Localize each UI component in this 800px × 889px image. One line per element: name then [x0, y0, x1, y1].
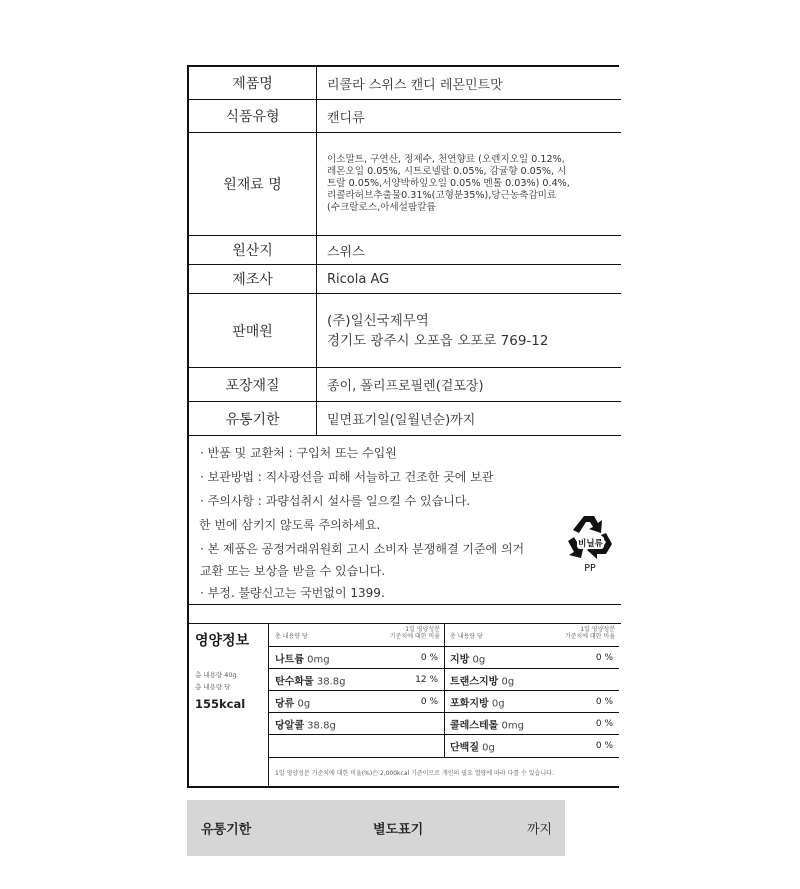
nutrition-summary [189, 624, 269, 788]
row-ingredients [189, 133, 621, 236]
food-type-label: 식품유형 [189, 100, 317, 132]
nutrient-fat: 지방 0g 0 % [444, 647, 619, 669]
ingredients-line: 트랄 0.05%,서양박하잎오일 0.05% 멘톨 0.03%) 0.4%, [327, 178, 570, 189]
seller-address: 경기도 광주시 오포읍 오포로 769-12 [327, 332, 549, 349]
packaging-label: 포장재질 [189, 368, 317, 401]
origin-label: 원산지 [189, 236, 317, 264]
nutrient-empty [269, 735, 444, 758]
recycle-label: 비닐류 [578, 539, 603, 549]
column-divider [444, 624, 445, 758]
row-manufacturer [189, 265, 621, 294]
manufacturer-label: 제조사 [189, 265, 317, 293]
nutrient-sugar-alcohol: 당알콜 38.8g [269, 713, 444, 735]
seller-label: 판매원 [189, 294, 317, 367]
ingredients-line: (수크랄로스,아세설팜칼륨 [327, 202, 436, 213]
ingredients-line: 이소말트, 구연산, 정제수, 천연향료 (오렌지오일 0.12%, [327, 154, 565, 165]
product-name-label: 제품명 [189, 67, 317, 99]
nutrient-trans-fat: 트랜스지방 0g [444, 669, 619, 691]
seller-value [327, 294, 617, 367]
calories: 155kcal [195, 697, 246, 711]
nutrient-percent: 12 % [415, 674, 438, 685]
per-serving: 총 내용량 당 [195, 683, 231, 691]
food-type-value: 캔디류 [327, 110, 365, 126]
product-info-table [187, 65, 619, 788]
expiry-bar [187, 800, 565, 856]
ingredients-label: 원재료 명 [189, 133, 317, 235]
origin-value: 스위스 [327, 244, 365, 260]
nutrient-percent: 0 % [420, 652, 438, 663]
row-food-type [189, 100, 621, 133]
nutrient-percent: 0 % [595, 652, 613, 663]
nutrition-header-right [444, 624, 619, 647]
expiry-value: 밑면표기일(일월년순)까지 [327, 413, 476, 428]
nutrition-header-left [269, 624, 444, 647]
note-line: · 반품 및 교환처 : 구입처 또는 수입원 [200, 446, 397, 460]
nutrient-carbohydrate: 탄수화물 38.8g 12 % [269, 669, 444, 691]
note-line: · 본 제품은 공정거래위원회 고시 소비자 분쟁해결 기준에 의거 [200, 542, 525, 556]
note-line: · 부정. 불량신고는 국번없이 1399. [200, 586, 385, 600]
nutrient-percent: 0 % [595, 718, 613, 729]
col-header-percent: 1일 영양성분 기준치에 대한 비율 [564, 626, 615, 640]
col-header-percent: 1일 영양성분 기준치에 대한 비율 [389, 626, 440, 640]
col-header-label: 총 내용량 당 [275, 633, 308, 640]
row-product-name [189, 67, 621, 100]
ingredients-line: 레몬오일 0.05%, 시트로넬랄 0.05%, 감귤향 0.05%, 시 [327, 166, 567, 177]
recycle-code: PP [584, 563, 596, 574]
note-line: 한 번에 삼키지 않도록 주의하세요. [199, 518, 381, 532]
col-header-label: 총 내용량 당 [450, 633, 483, 640]
product-name-value: 리콜라 스위스 캔디 레몬민트맛 [327, 77, 503, 93]
nutrient-sugars: 당류 0g 0 % [269, 691, 444, 713]
nutrition-section [189, 624, 619, 788]
expiry-label: 유통기한 [189, 402, 317, 435]
row-seller [189, 294, 621, 368]
expiry-bar-value: 별도표기 [373, 822, 424, 838]
recycle-mark [564, 514, 616, 574]
nutrient-protein: 단백질 0g 0 % [444, 735, 619, 758]
seller-name: (주)일신국제무역 [327, 312, 429, 329]
nutrition-title: 영양정보 [195, 633, 250, 649]
nutrient-cholesterol: 콜레스테롤 0mg 0 % [444, 713, 619, 735]
spacer-row [189, 605, 621, 624]
nutrient-percent: 0 % [595, 696, 613, 707]
expiry-bar-suffix: 까지 [527, 822, 553, 838]
packaging-value: 종이, 폴리프로필렌(겉포장) [327, 379, 484, 394]
manufacturer-value: Ricola AG [327, 271, 390, 287]
nutrient-saturated-fat: 포화지방 0g 0 % [444, 691, 619, 713]
expiry-bar-label: 유통기한 [201, 822, 252, 838]
row-packaging [189, 368, 621, 402]
nutrition-footnote: 1일 영양성분 기준치에 대한 비율(%)은 2,000kcal 기준이므로 개인의 필요 열량에 따라 다를 수 있습니다. [275, 770, 554, 777]
nutrient-sodium: 나트륨 0mg 0 % [269, 647, 444, 669]
row-expiry [189, 402, 621, 436]
ingredients-line: 리콜라허브추출물0.31%(고형분35%),당근농축감미료 [327, 190, 557, 201]
nutrient-percent: 0 % [420, 696, 438, 707]
note-line: 교환 또는 보상을 받을 수 있습니다. [200, 564, 386, 578]
note-line: · 주의사항 : 과량섭취시 설사를 일으킬 수 있습니다. [200, 494, 471, 508]
notes-section [189, 436, 621, 605]
nutrient-percent: 0 % [595, 741, 613, 751]
total-content: 총 내용량 40g [195, 671, 237, 679]
note-line: · 보관방법 : 직사광선을 피해 서늘하고 건조한 곳에 보관 [200, 470, 494, 484]
row-origin [189, 236, 621, 265]
ingredients-value [327, 133, 617, 235]
